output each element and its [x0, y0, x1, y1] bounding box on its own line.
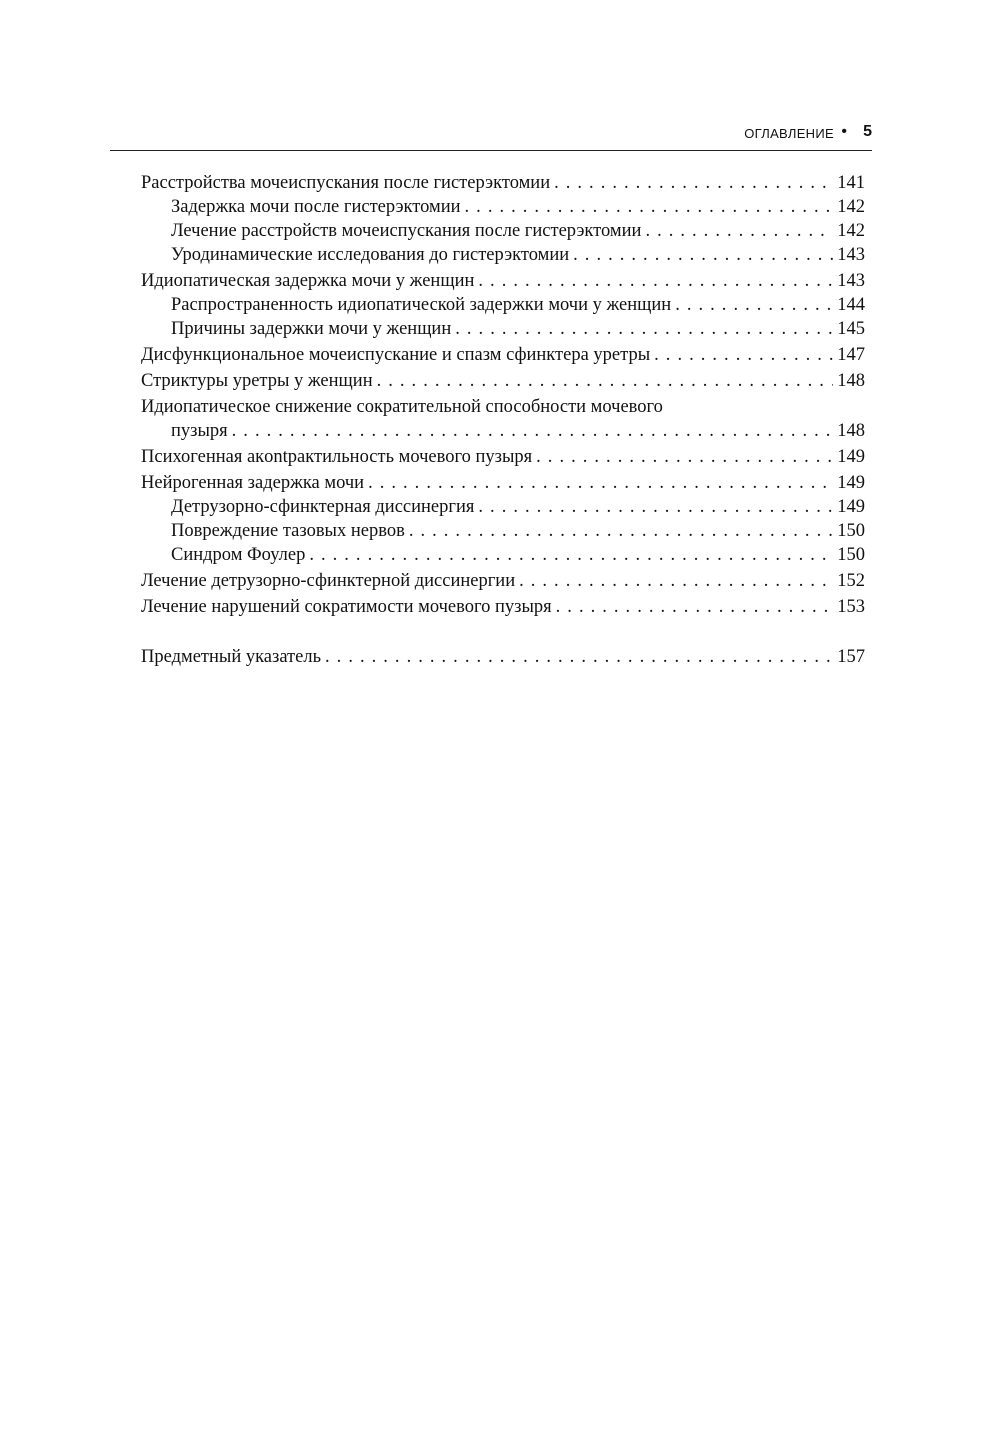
toc-entry-title: Стриктуры уретры у женщин: [141, 371, 373, 391]
leader-dots: [554, 171, 833, 195]
toc-entry[interactable]: [141, 569, 865, 593]
leader-dots: [465, 195, 834, 219]
toc-entry-title: Распространенность идиопатической задержки мочи у женщин: [171, 295, 672, 315]
toc-entry-title: Расстройства мочеиспускания после гистерэктомии: [141, 173, 551, 193]
toc-entry-title: Лечение расстройств мочеиспускания после гистерэктомии: [171, 221, 642, 241]
leader-dots: [519, 569, 833, 593]
toc-entry[interactable]: [141, 595, 865, 619]
toc-entry-page: 150: [837, 521, 865, 541]
leader-dots: [409, 519, 833, 543]
leader-dots: [325, 645, 833, 669]
leader-dots: [478, 495, 833, 519]
toc-entry-page: 142: [837, 221, 865, 241]
leader-dots: [368, 471, 833, 495]
toc-subentry[interactable]: [141, 243, 865, 267]
toc-entry-continuation[interactable]: [141, 419, 865, 443]
page-number: 5: [863, 123, 872, 140]
toc-entry[interactable]: [141, 445, 865, 469]
toc-subentry[interactable]: [141, 519, 865, 543]
toc-entry[interactable]: [141, 269, 865, 293]
toc-entry-title: Идиопатическая задержка мочи у женщин: [141, 271, 475, 291]
leader-dots: [309, 543, 833, 567]
running-head-title: ОГЛАВЛЕНИЕ: [744, 126, 834, 141]
toc-entry-page: 149: [837, 447, 865, 467]
toc-entry-title: Психогенная акontрактильность мочевого пузыря: [141, 447, 533, 467]
toc-subentry[interactable]: [141, 317, 865, 341]
toc-entry-page: 148: [837, 421, 865, 441]
leader-dots: [573, 243, 833, 267]
toc-entry[interactable]: [141, 171, 865, 195]
toc-entry[interactable]: [141, 369, 865, 393]
toc-entry-page: 157: [837, 647, 865, 667]
toc-entry[interactable]: [141, 471, 865, 495]
toc-entry-title: Лечение нарушений сократимости мочевого пузыря: [141, 597, 552, 617]
toc-entry-index[interactable]: [141, 645, 865, 669]
toc-entry-page: 143: [837, 245, 865, 265]
leader-dots: [556, 595, 834, 619]
toc-entry-title: Детрузорно-сфинктерная диссинергия: [171, 497, 475, 517]
toc-subentry[interactable]: [141, 293, 865, 317]
toc-entry-title: Синдром Фоулер: [171, 545, 306, 565]
leader-dots: [536, 445, 833, 469]
toc-entry-page: 149: [837, 497, 865, 517]
toc-entry-title: Лечение детрузорно-сфинктерной диссинергии: [141, 571, 516, 591]
toc-entry-page: 141: [837, 173, 865, 193]
toc-entry-title: Идиопатическое снижение сократительной способности мочевого: [141, 397, 663, 417]
toc-entry[interactable]: [141, 395, 865, 419]
toc-entry-title: Уродинамические исследования до гистерэктомии: [171, 245, 570, 265]
toc-entry-page: 143: [837, 271, 865, 291]
toc-entry-title: Причины задержки мочи у женщин: [171, 319, 452, 339]
toc-entry-page: 142: [837, 197, 865, 217]
leader-dots: [455, 317, 833, 341]
toc-entry-title: Нейрогенная задержка мочи: [141, 473, 365, 493]
bullet-icon: •: [841, 123, 847, 140]
toc-entry-page: 147: [837, 345, 865, 365]
toc-entry-page: 150: [837, 545, 865, 565]
spacer: [141, 619, 865, 645]
toc-entry[interactable]: [141, 343, 865, 367]
toc-subentry[interactable]: [141, 195, 865, 219]
leader-dots: [232, 419, 834, 443]
running-head: [110, 118, 872, 151]
leader-dots: [654, 343, 833, 367]
toc-subentry[interactable]: [141, 219, 865, 243]
toc-subentry[interactable]: [141, 495, 865, 519]
toc-entry-title: Дисфункциональное мочеиспускание и спазм сфинктера уретры: [141, 345, 651, 365]
toc-entry-page: 152: [837, 571, 865, 591]
toc-entry-title: Повреждение тазовых нервов: [171, 521, 405, 541]
toc-entry-title: Предметный указатель: [141, 647, 322, 667]
leader-dots: [478, 269, 833, 293]
toc-entry-page: 144: [837, 295, 865, 315]
leader-dots: [377, 369, 834, 393]
leader-dots: [645, 219, 833, 243]
toc-entry-page: 148: [837, 371, 865, 391]
toc-entry-page: 145: [837, 319, 865, 339]
toc-entry-title: Задержка мочи после гистерэктомии: [171, 197, 461, 217]
leader-dots: [675, 293, 833, 317]
toc-entry-page: 149: [837, 473, 865, 493]
toc-entry-title: пузыря: [171, 421, 228, 441]
toc-entry-page: 153: [837, 597, 865, 617]
table-of-contents: [141, 171, 865, 669]
toc-subentry[interactable]: [141, 543, 865, 567]
